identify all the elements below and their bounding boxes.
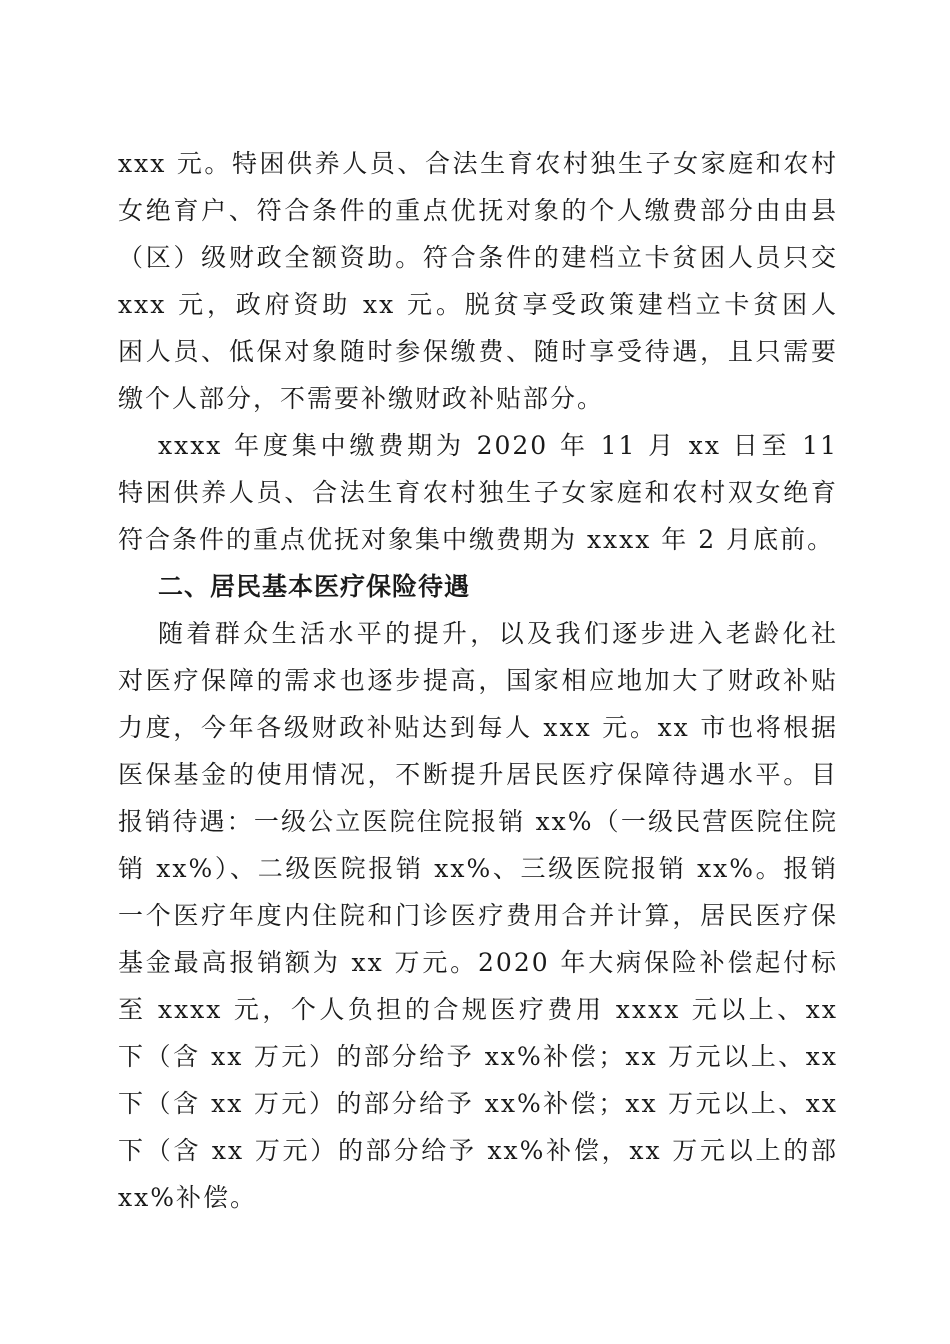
paragraph-line: 下（含 xx 万元）的部分给予 xx%补偿，xx 万元以上的部	[118, 1136, 838, 1165]
paragraph-line: 女绝育户、符合条件的重点优抚对象的个人缴费部分由由县	[118, 196, 838, 225]
paragraph-line: 下（含 xx 万元）的部分给予 xx%补偿；xx 万元以上、xx	[118, 1089, 838, 1118]
paragraph-line: 符合条件的重点优抚对象集中缴费期为 xxxx 年 2 月底前。	[118, 525, 835, 554]
paragraph-line: 随着群众生活水平的提升，以及我们逐步进入老龄化社	[158, 619, 838, 648]
paragraph-line: 一个医疗年度内住院和门诊医疗费用合并计算，居民医疗保	[118, 901, 838, 930]
paragraph-line: 缴个人部分，不需要补缴财政补贴部分。	[118, 384, 605, 413]
paragraph-line: xxx 元。特困供养人员、合法生育农村独生子女家庭和农村	[118, 149, 838, 178]
paragraph-line: 对医疗保障的需求也逐步提高，国家相应地加大了财政补贴	[118, 666, 838, 695]
paragraph-contribution	[118, 140, 838, 422]
paragraph-medical-benefits	[118, 610, 838, 1221]
paragraph-line: 特困供养人员、合法生育农村独生子女家庭和农村双女绝育	[118, 478, 838, 507]
paragraph-line: 基金最高报销额为 xx 万元。2020 年大病保险补偿起付标	[118, 948, 838, 977]
paragraph-line: 医保基金的使用情况，不断提升居民医疗保障待遇水平。目	[118, 760, 838, 789]
document-page	[118, 140, 838, 1221]
section-heading: 二、居民基本医疗保险待遇	[158, 572, 471, 601]
paragraph-line: 至 xxxx 元，个人负担的合规医疗费用 xxxx 元以上、xx	[118, 995, 838, 1024]
paragraph-line: 力度，今年各级财政补贴达到每人 xxx 元。xx 市也将根据	[118, 713, 838, 742]
paragraph-line: xx%补偿。	[118, 1183, 257, 1212]
paragraph-payment-period	[118, 422, 838, 563]
paragraph-line: 报销待遇：一级公立医院住院报销 xx%（一级民营医院住院	[118, 807, 838, 836]
paragraph-line: 下（含 xx 万元）的部分给予 xx%补偿；xx 万元以上、xx	[118, 1042, 838, 1071]
paragraph-line: 困人员、低保对象随时参保缴费、随时享受待遇，且只需要	[118, 337, 838, 366]
paragraph-line: xxxx 年度集中缴费期为 2020 年 11 月 xx 日至 11	[158, 431, 838, 460]
paragraph-line: xxx 元，政府资助 xx 元。脱贫享受政策建档立卡贫困人	[118, 290, 838, 319]
paragraph-line: 销 xx%）、二级医院报销 xx%、三级医院报销 xx%。报销	[118, 854, 838, 883]
paragraph-line: （区）级财政全额资助。符合条件的建档立卡贫困人员只交	[118, 243, 838, 272]
